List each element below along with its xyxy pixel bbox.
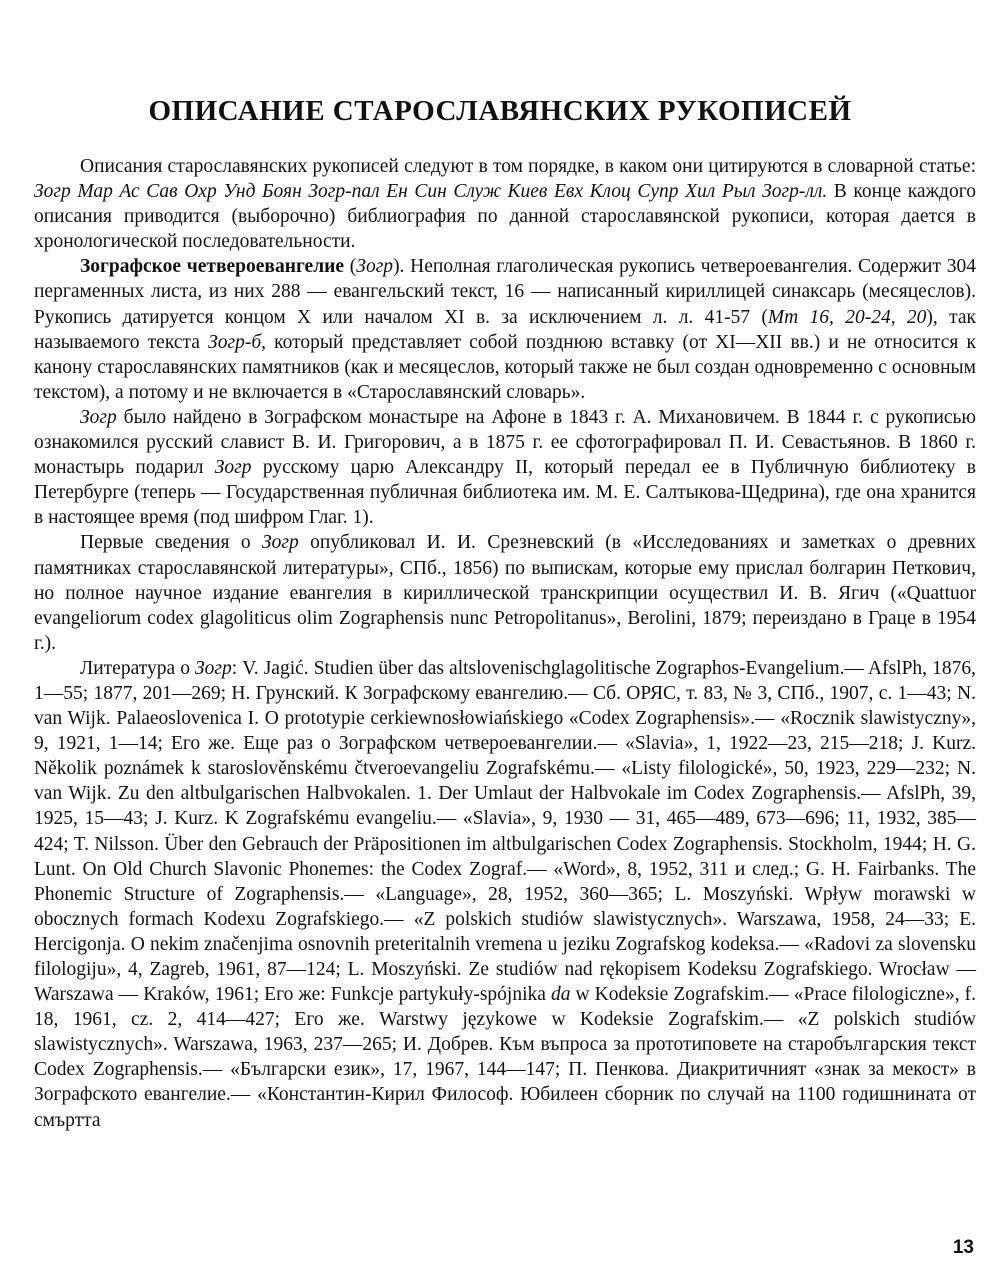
bibliography-paragraph <box>34 656 976 1133</box>
siglum: Зогр <box>195 657 232 679</box>
history-paragraph <box>34 405 976 530</box>
scripture-reference: Мт 16, 20-24, 20 <box>767 306 927 328</box>
siglum: Зогр-б <box>208 331 262 353</box>
text-fragment: w Kodeksie Zografskim.— «Prace filologiczne», f. 18, 1961, cz. 2, 414—427; Его же. Warstwy językowe w Kodeksie Zografskim.— «Z polskich studiów slawistycznych». Warszawa, 1963, 237—265; И. Добрев. Към въпроса за прототиповете на старобългарския текст Codex Zographensis.— «Български език», 17, 1967, 144—147; П. Пенкова. Диакритичният «знак за мекост» в Зографското евангелие.— «Константин-Кирил Философ. Юбилеен сборник по случай на 1100 годишнината от смъртта <box>34 984 977 1131</box>
intro-text-b: В конце каждого описания приводится (выборочно) библиография по данной старославянской рукописи, которая дается в хронологической последовательности. <box>34 181 976 253</box>
zograf-description-paragraph <box>34 254 976 405</box>
text-fragment: русскому царю Александру II, который передал ее в Публичную библиотеку в Петербурге (теперь — Государственная публичная библиотека им. М. Е. Салтыкова-Щедрина), где она хранится в настоящее время (под шифром Глаг. 1). <box>34 457 977 529</box>
siglum: Зогр <box>214 457 252 479</box>
text-fragment: ( <box>344 256 357 278</box>
intro-paragraph <box>34 154 976 254</box>
text-fragment: Первые сведения о <box>80 532 262 554</box>
text-fragment: ). Неполная глаголическая рукопись четвероевангелия. Содержит 304 пергаменных листа, из них 288 — евангельский текст, 16 — написанный кириллицей синаксарь (месяцеслов). Рукопись датируется концом X или началом XI в. за исключением л. л. 41-57 ( <box>34 256 977 328</box>
italic-term: da <box>550 984 571 1006</box>
text-fragment: опубликовал И. И. Срезневский (в «Исследованиях и заметках о древних памятниках старославянской литературы», СПб., 1856) по выпискам, которые ему прислал болгарин Петкович, но полное научное издание евангелия в кириллической транскрипции осуществил И. В. Ягич («Quattuor evangeliorum codex glagoliticus olim Zographensis nunc Petropolitanus», Berolini, 1879; переиздано в Граце в 1954 г.). <box>34 532 976 654</box>
page-number: 13 <box>952 1237 974 1258</box>
publication-paragraph <box>34 530 976 655</box>
entry-term: Зографское четвероевангелие <box>80 256 345 278</box>
text-fragment: : V. Jagić. Studien über das altslovenischglagolitische Zographos-Evangelium.— AfslPh, 1876, 1—55; 1877, 201—269; Н. Грунский. К Зографскому евангелию.— Сб. ОРЯС, т. 83, № 3, СПб., 1907, с. 1—43; N. van Wijk. Palaeoslovenica I. O prototypie cerkiewnosłowiańskiego «Codex Zographensis».— «Rocznik slawistyczny», 9, 1921, 1—14; Его же. Еще раз о Зографском четвероевангелии.— «Slavia», 1, 1922—23, 215—218; J. Kurz. Několik poznámek k staroslověnskému čtveroevangeliu Zografskému.— «Listy filologické», 50, 1923, 229—232; N. van Wijk. Zu den altbulgarischen Halbvokalen. 1. Der Umlaut der Halbvokale im Codex Zographensis.— AfslPh, 39, 1925, 15—43; J. Kurz. K Zografskému evangeliu.— «Slavia», 9, 1930 — 31, 465—489, 673—696; 11, 1932, 385—424; T. Nilsson. Über den Gebrauch der Präpositionen im altbulgarischen Codex Zographensis. Stockholm, 1944; H. G. Lunt. On Old Church Slavonic Phonemes: the Codex Zograf.— «Word», 8, 1952, 311 и след.; G. H. Fairbanks. The Phonemic Structure of Zographensis.— «Language», 28, 1952, 360—365; L. Moszyński. Wpływ morawski w obocznych formach Kodexu Zografskiego.— «Z polskich studiów slawistycznych». Warszawa, 1958, 24—33; E. Hercigonja. O nekim značenjima osnovnih preteritalnih vremena u jeziku Zografskog kodeksa.— «Radovi za slovensku filologiju», 4, Zagreb, 1961, 87—124; L. Moszyński. Ze studiów nad rękopisem Kodeksu Zografskiego. Wrocław — Warszawa — Kraków, 1961; Его же: Funkcje partykuły-spójnika <box>34 657 976 1006</box>
siglum: Зогр <box>262 532 299 554</box>
siglum: Зогр <box>80 406 117 428</box>
text-fragment: , который представляет собой позднюю вставку (от XI—XII вв.) и не относится к канону старославянских памятников (как и месяцеслов, который также не был создан одновременно с основным текстом), а потому и не включается в «Старославянский словарь». <box>34 331 977 403</box>
text-body <box>34 154 976 1133</box>
intro-sigla: Зогр Мар Ас Сав Охр Унд Боян Зогр-пал Ен Син Служ Киев Евх Клоц Супр Хил Рыл Зогр-лл. <box>34 181 828 203</box>
page-title: ОПИСАНИЕ СТАРОСЛАВЯНСКИХ РУКОПИСЕЙ <box>148 95 852 127</box>
text-fragment: ), так называемого текста <box>34 306 976 353</box>
siglum: Зогр <box>356 256 394 278</box>
text-fragment: было найдено в Зографском монастыре на Афоне в 1843 г. А. Михановичем. В 1844 г. с рукописью ознакомился русский славист В. И. Григорович, а в 1875 г. ее сфотографировал П. И. Севастьянов. В 1860 г. монастырь подарил <box>34 406 976 479</box>
intro-text-a: Описания старославянских рукописей следуют в том порядке, в каком они цитируются в словарной статье: <box>80 156 976 177</box>
text-fragment: Литература о <box>80 657 195 679</box>
